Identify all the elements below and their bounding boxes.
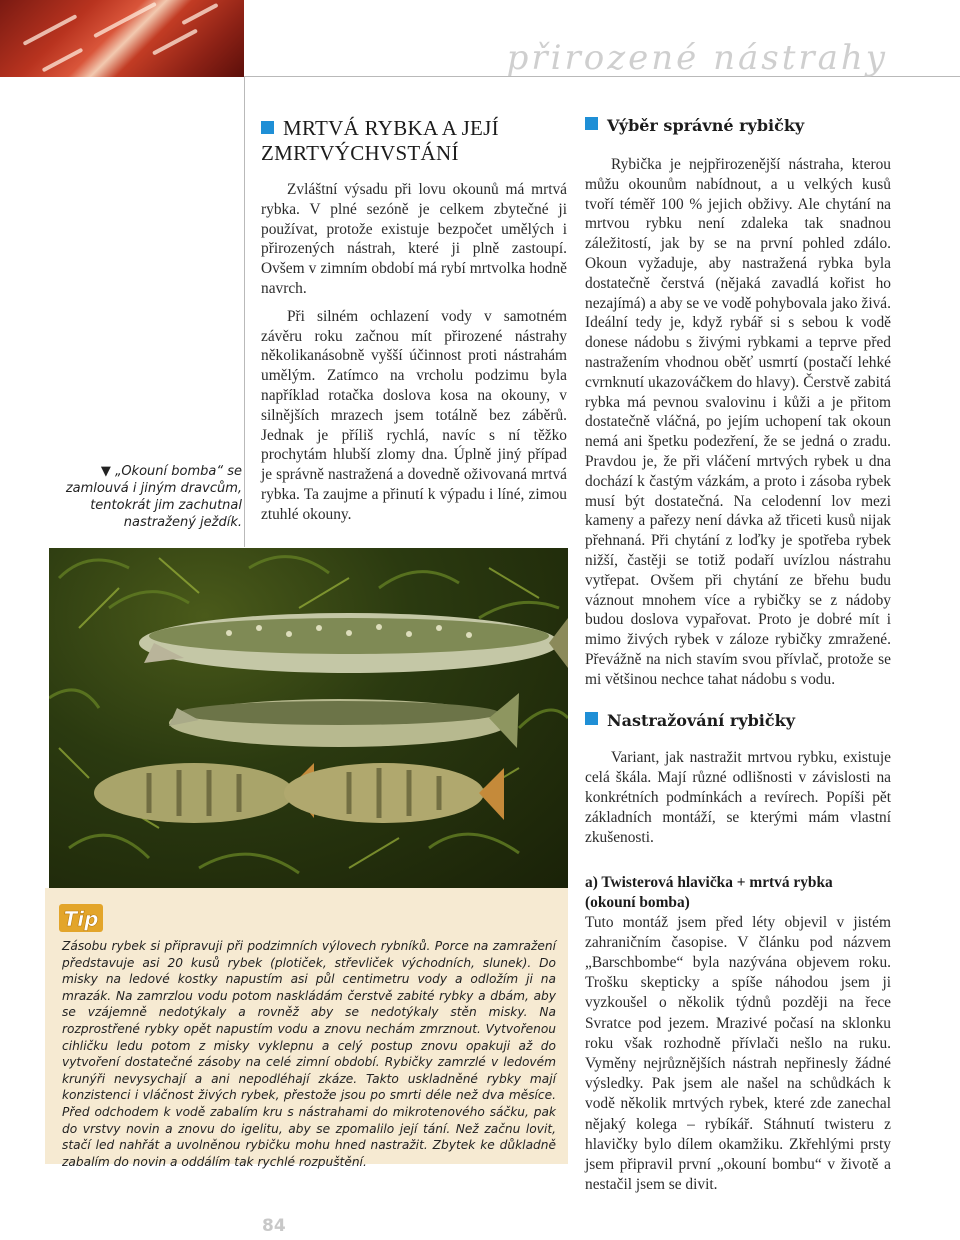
- photo-caption: ▼ „Okouní bomba“ se zamlouvá i jiným dravcům, tentokrát jim zachutnal nastražený ježdík.: [65, 464, 242, 530]
- article-fish-choice: [585, 116, 891, 690]
- title-line-1: MRTVÁ RYBKA A JEJÍ: [283, 116, 499, 140]
- column-divider: [244, 77, 245, 547]
- tip-badge: [59, 902, 103, 934]
- paragraph: Variant, jak nastražit mrtvou rybku, existuje celá škála. Mají různé odlišnosti v závislosti na konkrétních podmínkách a revírech. Popíši pět základních montáží, se kterými mám vlastní zkušenosti.: [585, 749, 891, 846]
- article-dead-fish: [261, 116, 567, 525]
- page-number: 84: [262, 1216, 286, 1236]
- paragraph: Při silném ochlazení vody v samotném závěru roku začnou mít přirozené nástrahy několikanásobně vyšší účinnost proti nástrahám umělým. Zatímco na vrcholu podzimu byla například rotačka doslova kosa na okouny, v silnějších mrazech jsem totálně bez záběrů. Jednak je příliš rychlá, navíc s ní těžko prochytám hlubší zlomy dna. Úplně jiný případ je správně nastražená a dovedně oživovaná mrtvá rybka. Ta zaujme a přinutí k výpadu i líné, zimou ztuhlé okouny.: [261, 307, 567, 523]
- article-baiting: [585, 711, 891, 848]
- heading-square-icon: [585, 712, 598, 725]
- heading-square-icon: [261, 121, 274, 134]
- paragraph: Tuto montáž jsem před léty objevil v jistém zahraničním časopise. V článku pod názvem „Barschbombe“ byla nazývána objevem roku. Trošku skepticky a spíše náhodou jsem ji vyzkoušel o několik týdnů později na řece Svratce pod jezem. Mrazivé počasí na sklonku roku však rozhodně přívlači nešlo na ruku. Vyměny nejrůznějších nástrah nepřinesly žádné výsledky. Pak jsem ale našel na schůdkách k vodě několik mrtvých rybek, které zde zanechal nějaký kolega – rybíkář. Stáhnutí twisteru z hlavičky bylo dílem okamžiku. Zkřehlými prsty jsem připravil první „okouní bombu“ v životě a nestačil jsem se divit.: [585, 913, 891, 1194]
- tip-text: Zásobu rybek si připravuji při podzimních výlovech rybníků. Porce na zamražení představuje asi 20 kusů rybek (plotiček, střevliček východních, slunek). Do misky na ledové kostky napustím asi půl centimetru vody a odložím ji na mrazák. Na zamrzlou vodu potom naskládám čerstvě zabité rybky a dbám, aby se vzájemně nedotýkaly a rovněž aby se nedotýkaly stěn misky. Na rozprostřené rybky opět napustím vodu a znovu nechám zmrznout. Vytvořenou cihličku ledu potom z misky vyklepnu a celý postup znovu opakuji až do vytvoření dostatečné zásoby na celé zimní období. Rybičky zamrzlé v ledovém krunýři nevysychají a ani nepodléhají zkáze. Takto uskladněné rybky mají konzistenci i vláčnost živých rybek, přestože jsou po smrti déle než dva měsíce. Před odchodem k vodě zabalím kru s nástrahami do mikrotenového sáčku, pak do vrstvy novin a znovu do igelitu, aby se zpomalilo její tání. Než začnu lovit, stačí led nahřát a uvolněnou rybičku mohu hned nastražit. Zbytek ke důkladně zabalím do novin a oddálím tak rychlé rozpuštění.: [62, 939, 556, 1169]
- section-title: přirozené nástrahy: [506, 38, 888, 78]
- article-twister-head: [585, 873, 891, 1195]
- tip-badge-label: Tip: [63, 907, 99, 931]
- tip-box: [45, 888, 568, 1169]
- paragraph: Rybička je nejpřirozenější nástraha, kterou můžu okounům nabídnout, a u velkých kusů tvoří téměř 100 % jejich obživy. Ale chytání na mrtvou rybku není zdaleka tak snadnou záležitostí, jak by se na první pohled zdálo. Okoun vyžaduje, aby nastražená rybka byla dostatečně čerstvá (nějaká zavadlá kořist ho nezajímá) a aby se ve vodě pohybovala jako živá. Ideální tedy je, když rybář si s sebou k vodě donese nádobu s živými rybkami a teprve před nastražením vhodnou oběť usmrtí (postačí lehké cvrnknutí ukazováčkem do hlavy). Čerstvě zabitá rybka má pevnou svalovinu i kůži a je přitom dostatečně vláčná, po jejím uchopení tak okoun nemá ani špetku podezření, že se jedná o zradu. Pravdou je, že při vláčení mrtvých rybek u dna dochází k častým vázkám, a proto i zásoba rybek musí být dostatečná. Na celodenní lov mezi kameny a pařezy není dávka až třiceti kusů nijak přehnaná. Při chytání z loďky je spotřeba rybek nižší, častěji se totiž podaří uvízlou nástrahu vytřepat. Ovšem při chytání ze břehu budu váznout mnohem více a rybičky se z nádoby budou doslova vypařovat. Proto je dobré mít i mimo živých rybek v záloze rybičky zmražené. Převážně na nich stavím svou přívlač, protože se mi většinou nechce tahat nádobu s vodu.: [585, 156, 891, 688]
- subheading: Nastražování rybičky: [585, 711, 891, 730]
- subheading: a) Twisterová hlavička + mrtvá rybka (okouní bomba): [585, 874, 833, 911]
- heading-square-icon: [585, 117, 598, 130]
- fish-photo: [49, 548, 568, 888]
- article-title: [261, 116, 567, 166]
- paragraph: Zvláštní výsadu při lovu okounů má mrtvá rybka. V plné sezóně je celkem zbytečné ji používat, protože existuje bezpočet umělých i přirozených nástrah, které ji plně zastoupí. Ovšem v zimním období má rybí mrtvolka hodně navrch.: [261, 181, 567, 297]
- subheading: Výběr správné rybičky: [585, 116, 891, 135]
- header-corner-photo: [0, 0, 244, 77]
- fish-photo-illustration: [49, 548, 568, 888]
- title-line-2: ZMRTVÝCHVSTÁNÍ: [261, 141, 459, 165]
